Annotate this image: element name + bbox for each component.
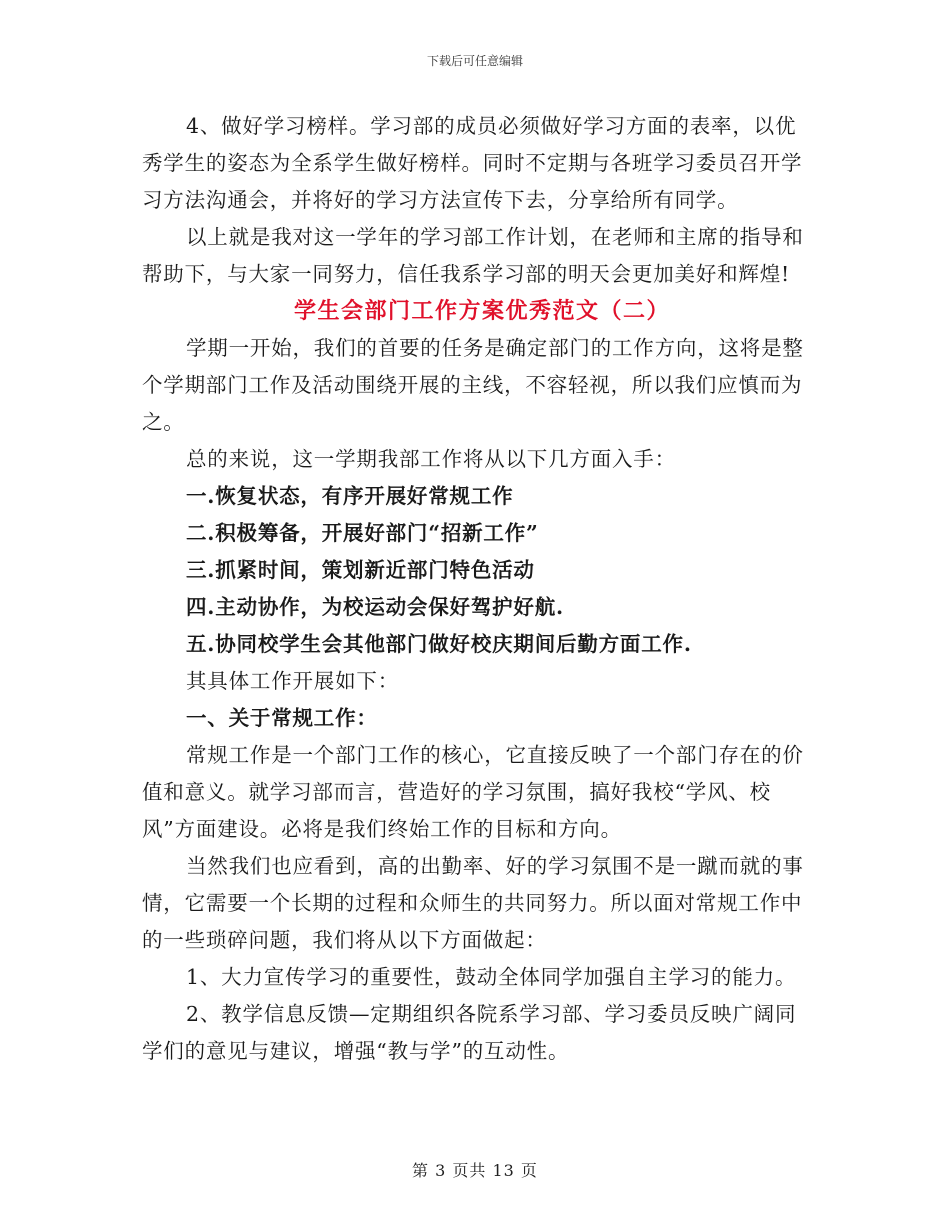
- list-item-2: 二.积极筹备，开展好部门“招新工作”: [186, 521, 539, 545]
- paragraph-conclusion: 以上就是我对这一学年的学习部工作计划，在老师和主席的指导和帮助下，与大家一同努力，信任我系学习部的明天会更加美好和辉煌!: [142, 225, 804, 286]
- paragraph-point-1: 1、大力宣传学习的重要性，鼓动全体同学加强自主学习的能力。: [186, 965, 797, 989]
- paragraph-item-4: 4、做好学习榜样。学习部的成员必须做好学习方面的表率，以优秀学生的姿态为全系学生做好榜样。同时不定期与各班学习委员召开学习方法沟通会，并将好的学习方法宣传下去，分享给所有同学。: [142, 114, 803, 212]
- section-title: 学生会部门工作方案优秀范文（二）: [293, 298, 670, 324]
- list-item-1: 一.恢复状态，有序开展好常规工作: [186, 484, 514, 508]
- paragraph-long-term: 当然我们也应看到，高的出勤率、好的学习氛围不是一蹴而就的事情，它需要一个长期的过程和众师生的共同努力。所以面对常规工作中的一些琐碎问题，我们将从以下方面做起：: [142, 854, 804, 952]
- paragraph-overview: 总的来说，这一学期我部工作将从以下几方面入手：: [186, 447, 676, 471]
- paragraph-intro: 学期一开始，我们的首要的任务是确定部门的工作方向，这将是整个学期部门工作及活动围绕开展的主线，不容轻视，所以我们应慎而为之。: [142, 336, 804, 434]
- subsection-heading: 一、关于常规工作：: [186, 706, 378, 730]
- paragraph-point-2: 2、教学信息反馈—定期组织各院系学习部、学习委员反映广阔同学们的意见与建议，增强“教与学”的互动性。: [142, 1002, 797, 1063]
- list-item-5: 五.协同校学生会其他部门做好校庆期间后勤方面工作.: [186, 632, 692, 656]
- paragraph-routine-work: 常规工作是一个部门工作的核心，它直接反映了一个部门存在的价值和意义。就学习部而言，营造好的学习氛围，搞好我校“学风、校风”方面建设。必将是我们终始工作的目标和方向。: [142, 743, 804, 841]
- page-footer: 第 3 页共 13 页: [412, 1161, 538, 1180]
- list-item-4: 四.主动协作，为校运动会保好驾护好航.: [186, 595, 564, 619]
- document-body: [142, 108, 810, 1070]
- list-item-3: 三.抓紧时间，策划新近部门特色活动: [186, 558, 535, 582]
- page-header: 下载后可任意编辑: [426, 54, 523, 68]
- paragraph-details-intro: 其具体工作开展如下：: [186, 669, 399, 693]
